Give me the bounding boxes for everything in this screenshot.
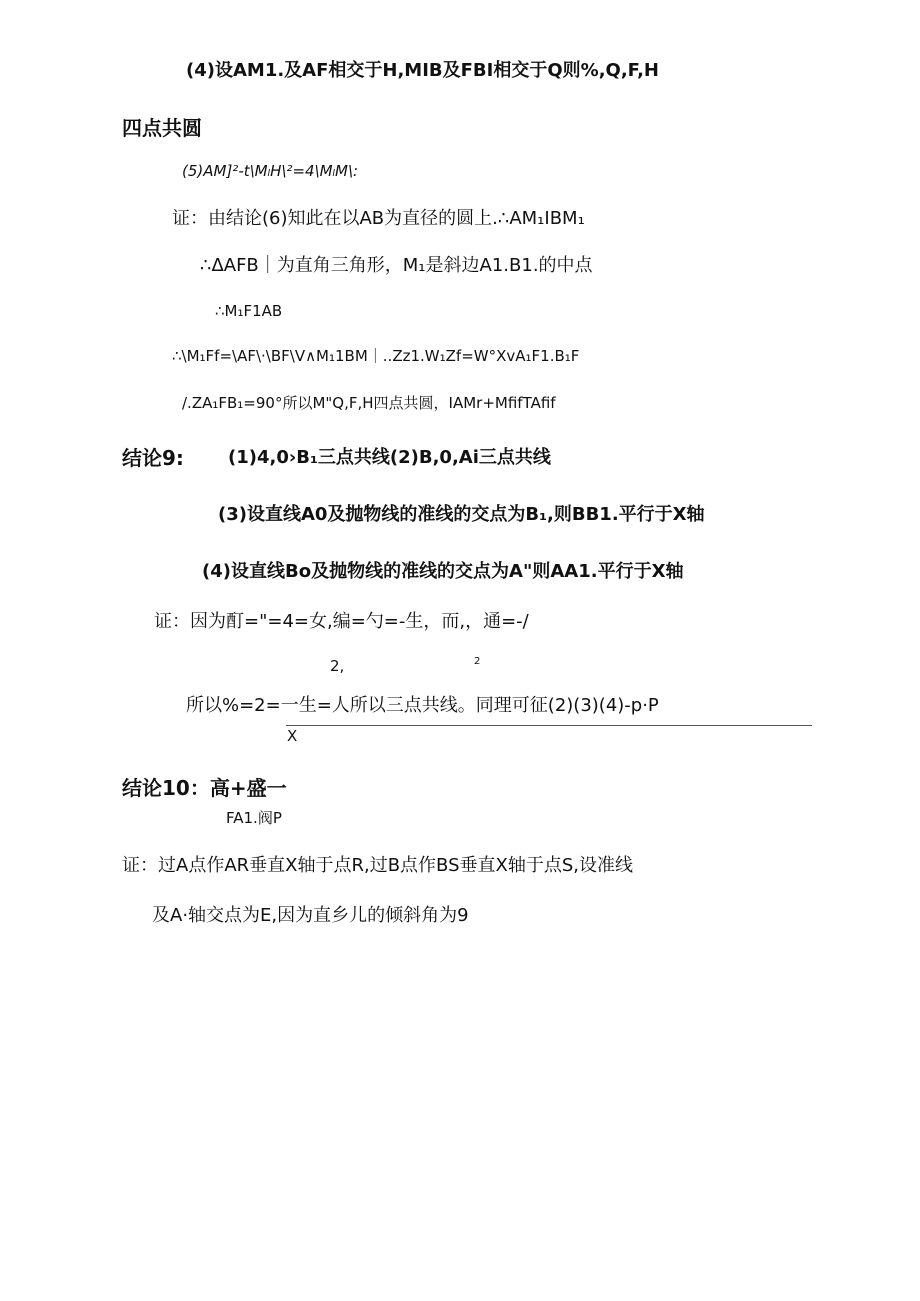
- proof-line-7: ∴\M₁Ff=\AF\·\BF\V∧M₁1BM｜..Zz1.W₁Zf=W°XvA₁F1.B₁F: [172, 347, 580, 365]
- conclusion-10-heading: 结论10：高+盛一: [122, 776, 287, 800]
- text-line-2: 四点共圆: [122, 116, 202, 140]
- proof-line-8: /.ZA₁FB₁=90°所以M"Q,F,H四点共圆，IAMr+MfifTAfif: [182, 394, 556, 412]
- proof-line-12: 证：因为酊="=4=女,编=勺=-生，而,，通=-/: [154, 611, 529, 632]
- text-line-1: (4)设AM1.及AF相交于H,MIB及FBI相交于Q则%,Q,F,H: [186, 60, 659, 81]
- proof-line-18: 证：过A点作AR垂直X轴于点R,过B点作BS垂直X轴于点S,设准线: [122, 855, 633, 876]
- fraction-denominator-x: X: [287, 727, 298, 745]
- conclusion-10-denominator: FA1.阀P: [226, 809, 282, 827]
- proof-line-4: 证：由结论(6)知此在以AB为直径的圆上.∴AM₁IBM₁: [172, 208, 585, 229]
- fraction-rule: [286, 725, 812, 726]
- fraction-denominator-left: 2,: [330, 657, 345, 675]
- proof-line-14: 所以%=2=一生=人所以三点共线。同理可征(2)(3)(4)-p·P: [186, 695, 659, 716]
- conclusion-9-text: (1)4,0›B₁三点共线(2)B,0,Ai三点共线: [228, 447, 551, 468]
- conclusion-9-item-3: (3)设直线A0及抛物线的准线的交点为B₁,则BB1.平行于X轴: [218, 504, 705, 525]
- formula-line-3: (5)AM]²-t\MₗH\²=4\MₗM\:: [182, 162, 359, 180]
- proof-line-5: ∴ΔAFB｜为直角三角形，M₁是斜边A1.B1.的中点: [200, 255, 593, 276]
- conclusion-9-item-4: (4)设直线Bo及抛物线的准线的交点为A"则AA1.平行于X轴: [202, 561, 684, 582]
- proof-line-19: 及A·轴交点为E,因为直乡儿的倾斜角为9: [152, 905, 469, 926]
- proof-line-6: ∴M₁F1AB: [215, 302, 283, 320]
- conclusion-9-heading: 结论9:: [122, 446, 184, 470]
- fraction-denominator-right: 2: [474, 656, 481, 667]
